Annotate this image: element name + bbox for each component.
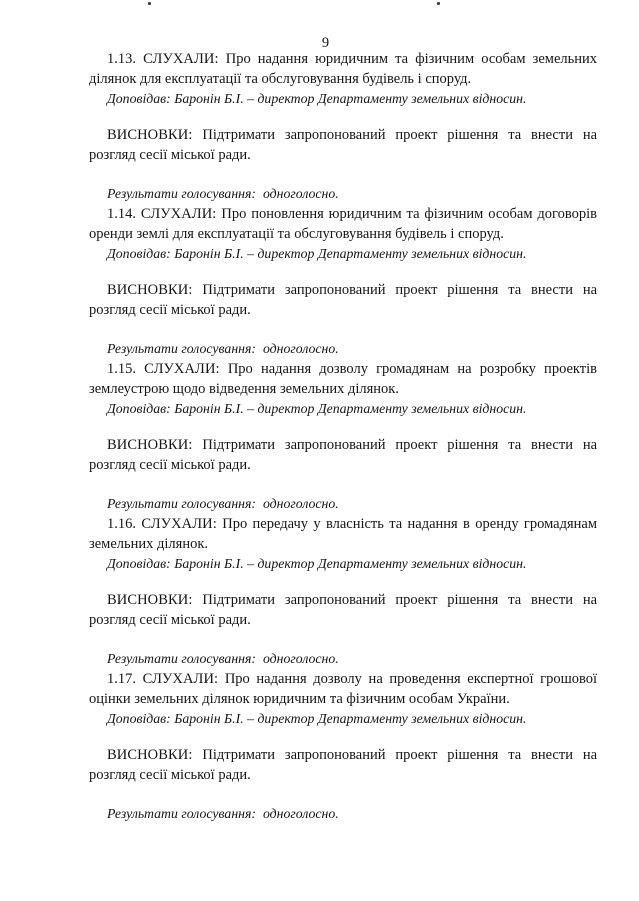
item-number: 1.16. [107,516,136,532]
conclusion-text: Підтримати запропонований проект рішення та внести на розгляд сесії міської ради. [89,437,598,473]
votes-label: Результати голосування: [107,496,257,511]
heard-paragraph [89,205,597,244]
votes-label: Результати голосування: [107,806,257,821]
conclusion-label: ВИСНОВКИ: [107,127,193,143]
conclusion-text: Підтримати запропонований проект рішення та внести на розгляд сесії міської ради. [89,747,598,783]
conclusion-label: ВИСНОВКИ: [107,437,193,453]
conclusion-paragraph [89,436,597,475]
item-number: 1.14. [107,206,136,222]
conclusion-paragraph [89,281,597,320]
votes-value: одноголосно. [262,186,339,201]
votes-value: одноголосно. [262,496,339,511]
voting-result [89,649,597,669]
conclusion-paragraph [89,126,597,165]
heard-paragraph [89,50,597,89]
page-number: 9 [321,35,330,51]
voting-result [89,339,597,359]
conclusion-text: Підтримати запропонований проект рішення та внести на розгляд сесії міської ради. [89,282,598,318]
heard-text: Про надання дозволу громадянам на розробку проектів землеустрою щодо відведення земельних ділянок. [89,361,597,397]
item-number: 1.15. [107,361,136,377]
speaker-line: Доповідав: Баронін Б.І. – директор Департаменту земельних відносин. [107,711,527,726]
voting-result [89,494,597,514]
votes-value: одноголосно. [262,806,339,821]
heard-paragraph [89,670,597,709]
speaker-line: Доповідав: Баронін Б.І. – директор Департаменту земельних відносин. [107,556,527,571]
heard-paragraph [89,360,597,399]
conclusion-text: Підтримати запропонований проект рішення та внести на розгляд сесії міської ради. [89,592,598,628]
heard-text: Про передачу у власність та надання в оренду громадянам земельних ділянок. [89,516,598,552]
conclusion-label: ВИСНОВКИ: [107,282,193,298]
heard-text: Про надання дозволу на проведення експертної грошової оцінки земельних ділянок юридичним та фізичним особам України. [89,671,598,707]
speaker-line: Доповідав: Баронін Б.І. – директор Департаменту земельних відносин. [107,91,527,106]
conclusion-paragraph [89,591,597,630]
agenda-item-1-13 [89,50,597,204]
agenda-item-1-15 [89,360,597,514]
votes-value: одноголосно. [262,341,339,356]
heard-paragraph [89,515,597,554]
speaker-line: Доповідав: Баронін Б.І. – директор Департаменту земельних відносин. [107,246,527,261]
conclusion-text: Підтримати запропонований проект рішення та внести на розгляд сесії міської ради. [89,127,598,163]
votes-label: Результати голосування: [107,341,257,356]
speaker-line: Доповідав: Баронін Б.І. – директор Департаменту земельних відносин. [107,401,527,416]
heard-label: СЛУХАЛИ: [140,206,217,222]
conclusion-label: ВИСНОВКИ: [107,592,193,608]
scan-mark [148,2,151,5]
heard-label: СЛУХАЛИ: [144,361,220,377]
agenda-item-1-17 [89,670,597,824]
item-number: 1.17. [107,671,136,687]
heard-text: Про надання юридичним та фізичним особам земельних ділянок для експлуатації та обслуговування будівель і споруд. [89,51,598,87]
votes-value: одноголосно. [262,651,339,666]
heard-text: Про поновлення юридичним та фізичним особам договорів оренди землі для експлуатації та обслуговування будівель і споруд. [89,206,598,242]
heard-label: СЛУХАЛИ: [142,671,219,687]
heard-label: СЛУХАЛИ: [141,516,217,532]
conclusion-paragraph [89,746,597,785]
item-number: 1.13. [107,51,136,67]
heard-label: СЛУХАЛИ: [143,51,219,67]
agenda-item-1-14 [89,205,597,359]
votes-label: Результати голосування: [107,651,257,666]
conclusion-label: ВИСНОВКИ: [107,747,193,763]
agenda-item-1-16 [89,515,597,669]
scan-mark [437,2,440,5]
voting-result [89,184,597,204]
votes-label: Результати голосування: [107,186,257,201]
voting-result [89,804,597,824]
